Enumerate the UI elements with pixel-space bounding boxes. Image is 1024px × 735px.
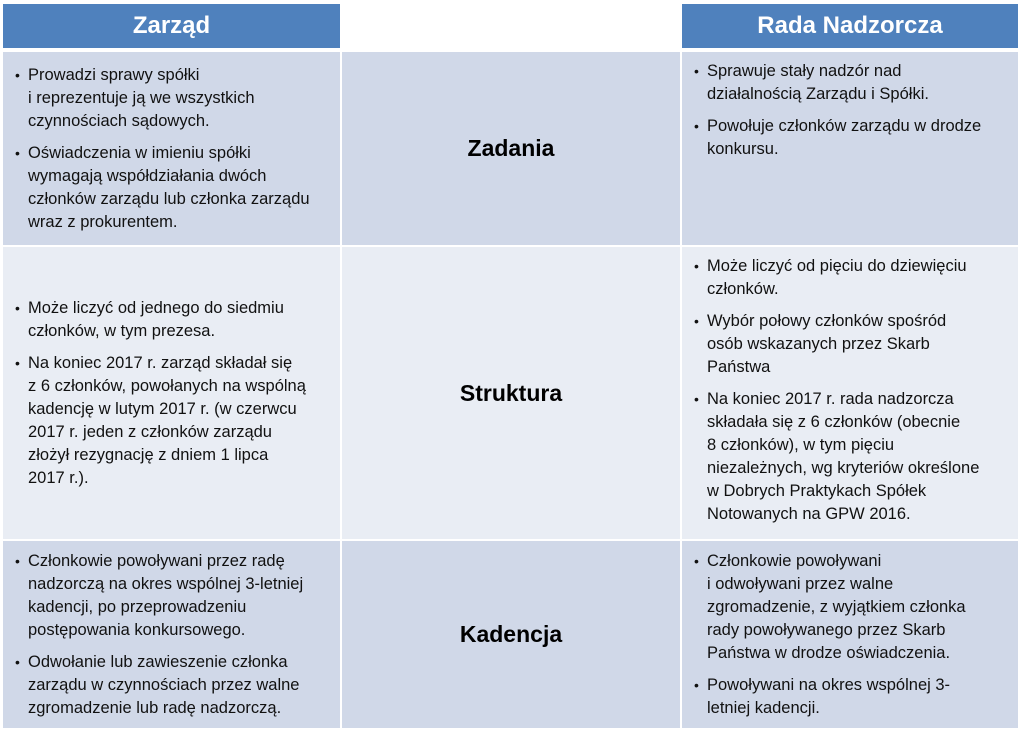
bullet-icon: • (15, 66, 20, 83)
list-item: • Może liczyć od pięciu do dziewięciu członków. (694, 255, 1010, 301)
list-item: • Na koniec 2017 r. rada nadzorcza składała się z 6 członków (obecnie 8 członków), w tym pięciu niezależnych, wg kryteriów określone w Dobrych Praktykach Spółek Notowanych na GPW 2016. (694, 388, 1010, 526)
header-zarzad: Zarząd (3, 4, 340, 48)
bullet-icon: • (694, 63, 699, 79)
bullet-icon: • (694, 391, 699, 407)
list-item: • Wybór połowy członków spośród osób wskazanych przez Skarb Państwa (694, 310, 1010, 379)
bullet-icon: • (694, 118, 699, 134)
bullet-icon: • (15, 354, 20, 371)
header-rada-nadzorcza: Rada Nadzorcza (682, 4, 1018, 48)
list-item: • Członkowie powoływani przez radę nadzorczą na okres wspólnej 3-letniej kadencji, po przeprowadzeniu postępowania konkursowego. (15, 550, 332, 642)
list-item: • Powołuje członków zarządu w drodze konkursu. (694, 115, 1010, 161)
row-label-kadencja: Kadencja (342, 541, 680, 728)
list-item: • Odwołanie lub zawieszenie członka zarządu w czynnościach przez walne zgromadzenie lub radę nadzorczą. (15, 651, 332, 720)
list-item: • Prowadzi sprawy spółki i reprezentuje ją we wszystkich czynnościach sądowych. (15, 64, 332, 133)
list-item: • Może liczyć od jednego do siedmiu członków, w tym prezesa. (15, 297, 332, 343)
bullet-icon: • (15, 299, 20, 316)
bullet-icon: • (694, 676, 699, 693)
bullet-icon: • (694, 313, 699, 329)
kadencja-rada-cell (682, 541, 1018, 728)
row-label-zadania: Zadania (342, 52, 680, 245)
row-label-struktura: Struktura (342, 247, 680, 539)
list-item: • Członkowie powoływani i odwoływani przez walne zgromadzenie, z wyjątkiem członka rady powoływanego przez Skarb Państwa w drodze oświadczenia. (694, 550, 1010, 665)
bullet-icon: • (15, 552, 20, 569)
list-item: • Sprawuje stały nadzór nad działalnością Zarządu i Spółki. (694, 60, 1010, 106)
bullet-icon: • (15, 144, 20, 161)
bullet-icon: • (694, 258, 699, 274)
bullet-icon: • (15, 653, 20, 670)
struktura-zarzad-cell (3, 247, 340, 539)
struktura-rada-cell (682, 247, 1018, 539)
list-item: • Oświadczenia w imieniu spółki wymagają współdziałania dwóch członków zarządu lub członka zarządu wraz z prokurentem. (15, 142, 332, 234)
list-item: • Na koniec 2017 r. zarząd składał się z 6 członków, powołanych na wspólną kadencję w lutym 2017 r. (w czerwcu 2017 r. jeden z członków zarządu złożył rezygnację z dniem 1 lipca 2017 r.). (15, 352, 332, 490)
list-item: • Powoływani na okres wspólnej 3- letniej kadencji. (694, 674, 1010, 720)
kadencja-zarzad-cell (3, 541, 340, 728)
bullet-icon: • (694, 552, 699, 569)
zadania-rada-cell (682, 52, 1018, 245)
zadania-zarzad-cell (3, 52, 340, 245)
